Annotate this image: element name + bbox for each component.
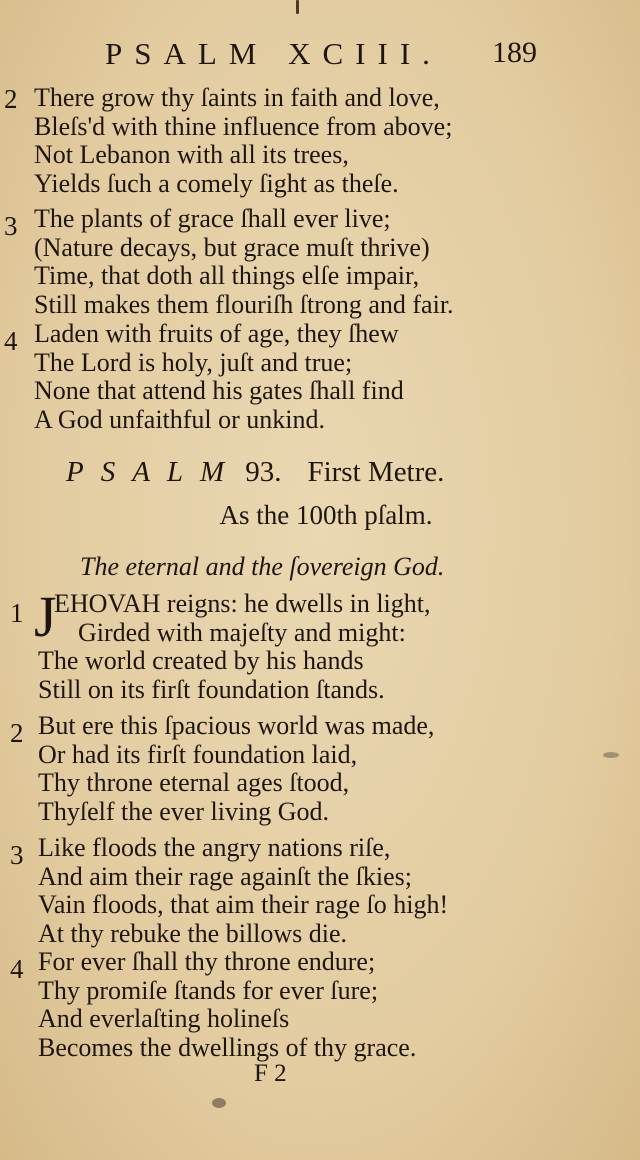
psalm-number: 93. (245, 456, 282, 488)
verse-line: (Nature decays, but grace muſt thrive) (34, 232, 430, 262)
verse-line: And everlaſting holineſs (38, 1004, 290, 1033)
verse-line: The plants of grace ſhall ever live; (34, 204, 391, 233)
ink-smudge (603, 752, 619, 758)
verse-line: Vain floods, that aim their rage ſo high! (38, 890, 449, 919)
stanza-number: 4 (10, 954, 24, 984)
verse-line: Still on its firſt foundation ſtands. (38, 674, 385, 704)
verse-line: Becomes the dwellings of thy grace. (38, 1032, 417, 1062)
psalm-subject: The eternal and the ſovereign God. (80, 552, 445, 581)
verse-line: For ever ſhall thy throne endure; (38, 947, 376, 976)
page-number: 189 (492, 36, 537, 69)
verse-line: Girded with majeſty and might: (78, 617, 406, 647)
stanza-number: 2 (4, 84, 18, 114)
verse-line: Bleſs'd with thine influence from above; (34, 111, 453, 141)
ink-smudge (212, 1098, 226, 1108)
verse-line: Yields ſuch a comely ſight as theſe. (34, 168, 399, 198)
signature-mark: F 2 (254, 1060, 287, 1087)
verse-line: Time, that doth all things elſe impair, (34, 261, 420, 290)
ink-mark (296, 0, 299, 14)
verse-line: EHOVAH reigns: he dwells in light, (54, 589, 431, 618)
tune-line: As the 100th pſalm. (219, 500, 433, 530)
stanza-number: 1 (10, 598, 24, 628)
verse-line: Still makes them flouriſh ſtrong and fair. (34, 289, 454, 319)
psalm-heading (66, 456, 444, 489)
verse-line: A God unfaithful or unkind. (34, 404, 326, 434)
stanza-number: 4 (4, 326, 18, 356)
stanza-number: 2 (10, 718, 24, 748)
stanza-number: 3 (4, 211, 18, 241)
verse-line: Laden with fruits of age, they ſhew (34, 319, 399, 348)
running-title: PSALM XCIII. (105, 36, 442, 71)
verse-line: None that attend his gates ſhall find (34, 376, 404, 405)
verse-line: The Lord is holy, juſt and true; (34, 347, 353, 377)
verse-line: At thy rebuke the billows die. (38, 918, 348, 948)
verse-line: And aim their rage againſt the ſkies; (38, 861, 412, 891)
psalm-metre: First Metre. (307, 456, 445, 488)
verse-line: Not Lebanon with all its trees, (34, 140, 349, 169)
stanza-number: 3 (10, 840, 24, 870)
verse-line: The world created by his hands (38, 646, 364, 675)
psalm-word: PSALM (66, 456, 242, 488)
verse-line: There grow thy ſaints in faith and love, (34, 83, 440, 112)
verse-line: Thy throne eternal ages ſtood, (38, 768, 350, 797)
verse-line: Thy promiſe ſtands for ever ſure; (38, 975, 379, 1005)
verse-line: Thyſelf the ever living God. (38, 796, 329, 826)
verse-line: Or had its firſt foundation laid, (38, 739, 358, 769)
verse-line: But ere this ſpacious world was made, (38, 711, 435, 740)
drop-cap: J (34, 584, 57, 649)
verse-line: Like floods the angry nations riſe, (38, 833, 391, 862)
page-header (0, 36, 640, 76)
